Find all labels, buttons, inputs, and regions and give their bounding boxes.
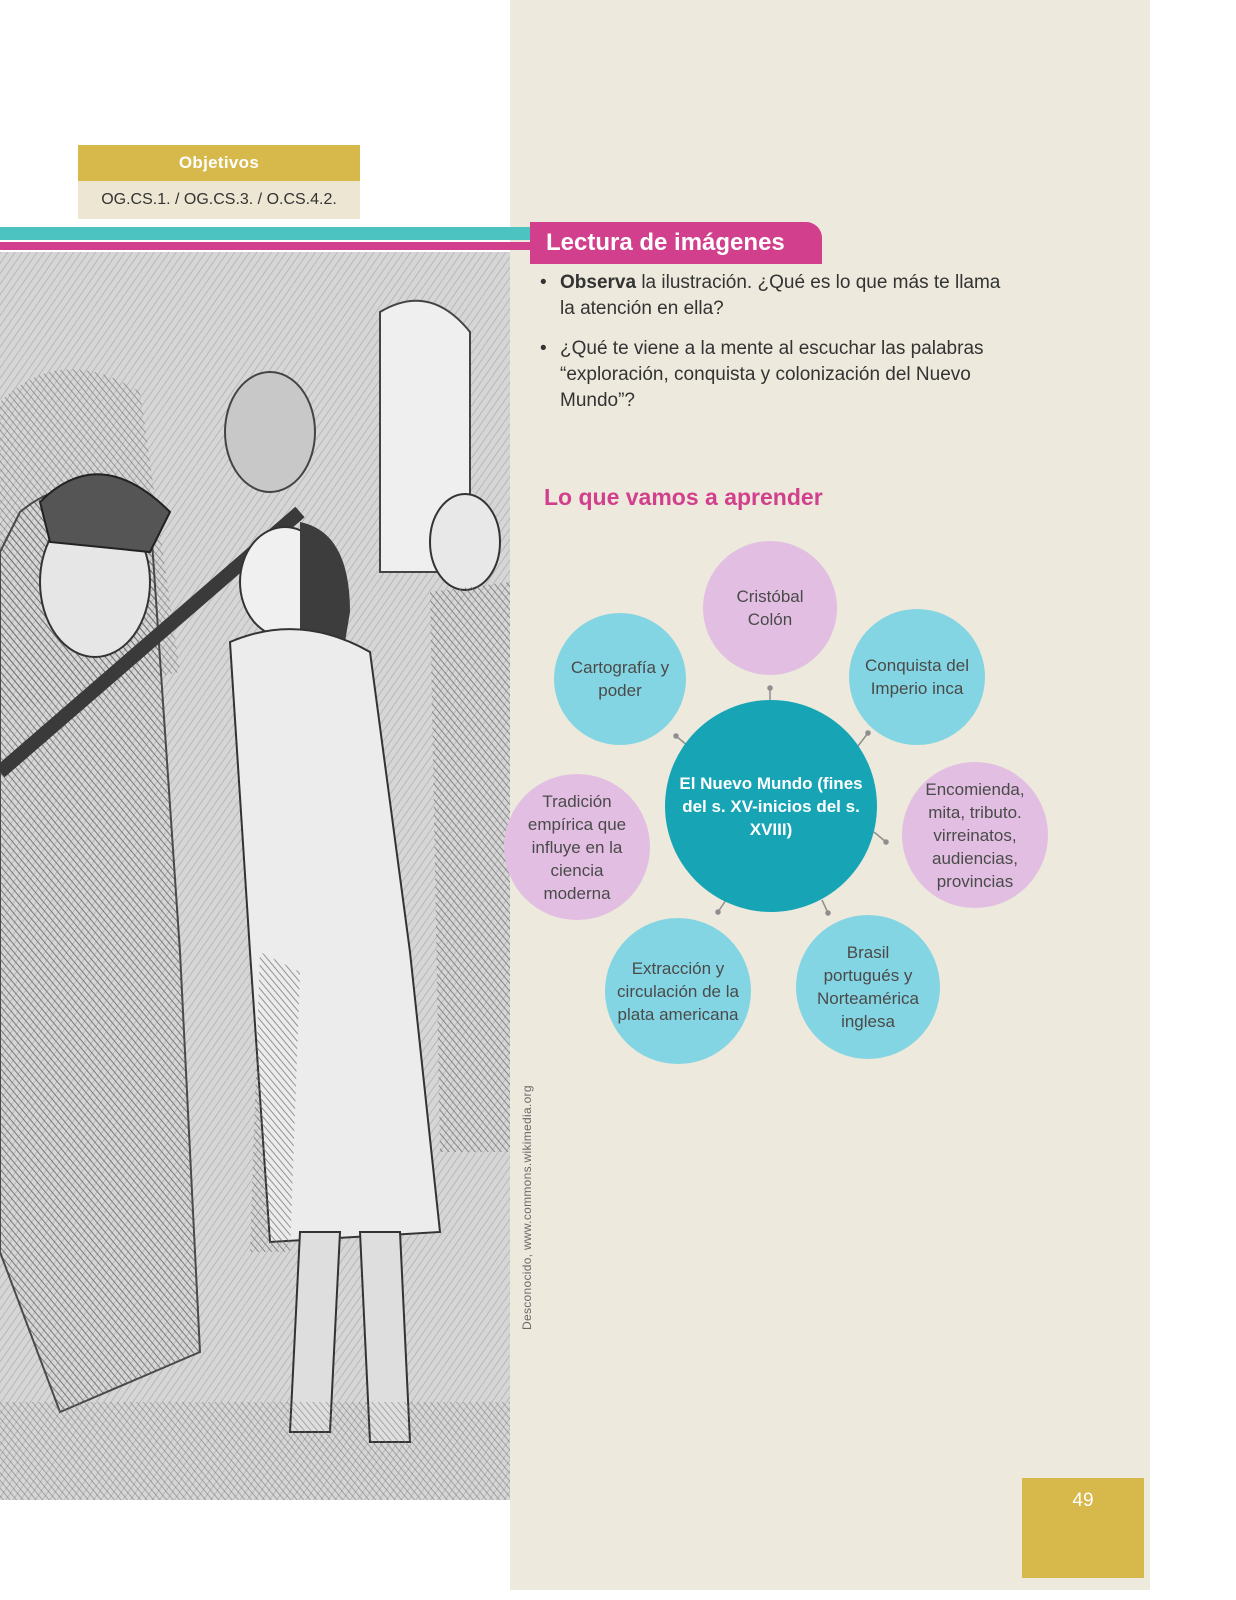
node-tradicion: [504, 774, 650, 920]
node-label: Cartografía y poder: [570, 658, 670, 700]
node-extraccion: [605, 918, 751, 1064]
node-label: Cristóbal Colón: [736, 587, 804, 629]
lectura-header: Lectura de imágenes: [530, 222, 822, 264]
node-label: Encomienda, mita, tributo. virreinatos, audiencias, provincias: [925, 779, 1025, 891]
image-credit: Desconocido, www.commons.wikimedia.org: [520, 1085, 534, 1330]
objetivos-header: Objetivos: [78, 145, 360, 181]
objetivos-codes: OG.CS.1. / OG.CS.3. / O.CS.4.2.: [78, 181, 360, 219]
node-encomienda: [902, 762, 1048, 908]
question-1-bold: Observa: [560, 272, 637, 293]
section-title: Lo que vamos a aprender: [544, 484, 823, 510]
node-label: Tradición empírica que influye en la ciencia moderna: [527, 791, 627, 903]
node-cartografia: [554, 613, 686, 745]
node-label: Extracción y circulación de la plata americana: [617, 958, 739, 1024]
node-label: Conquista del Imperio inca: [865, 656, 969, 698]
node-label: Brasil portugués y Norteamérica inglesa: [816, 943, 920, 1031]
node-brasil: [796, 915, 940, 1059]
node-conquista-inca: [849, 609, 985, 745]
node-cristobal-colon: [703, 541, 837, 675]
bullet: •: [540, 272, 547, 293]
question-1-text: la ilustración. ¿Qué es lo que más te llama la atención en ella?: [560, 272, 1001, 319]
question-2-text: ¿Qué te viene a la mente al escuchar las palabras “exploración, conquista y colonización del Nuevo Mundo”?: [560, 338, 984, 411]
bullet: •: [540, 338, 547, 359]
node-center-nuevo-mundo: [665, 700, 877, 912]
page-number: 49: [1022, 1478, 1144, 1578]
center-label: El Nuevo Mundo (fines del s. XV-inicios del s. XVIII): [679, 773, 863, 839]
